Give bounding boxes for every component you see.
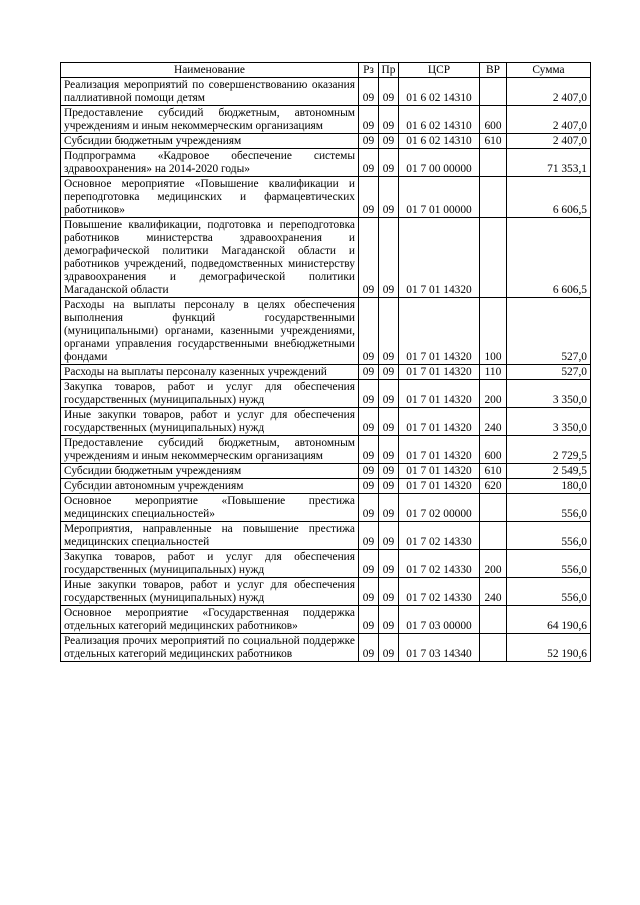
row-name-cell: Реализация мероприятий по совершенствованию оказания паллиативной помощи детям (61, 78, 359, 106)
table-row (61, 149, 591, 177)
row-pr-cell: 09 (379, 464, 399, 479)
row-sum-cell: 2 407,0 (507, 134, 591, 149)
row-vr-cell: 240 (480, 408, 507, 436)
row-pr-cell: 09 (379, 78, 399, 106)
row-sum-cell: 6 606,5 (507, 177, 591, 218)
row-csr-cell: 01 7 02 00000 (399, 494, 480, 522)
row-vr-cell: 600 (480, 436, 507, 464)
table-row (61, 494, 591, 522)
row-pr-cell: 09 (379, 177, 399, 218)
row-name-cell: Закупка товаров, работ и услуг для обеспечения государственных (муниципальных) нужд (61, 380, 359, 408)
row-name-cell: Подпрограмма «Кадровое обеспечение системы здравоохранения» на 2014-2020 годы» (61, 149, 359, 177)
table-row (61, 634, 591, 662)
row-csr-cell: 01 7 01 14320 (399, 408, 480, 436)
row-sum-cell: 556,0 (507, 578, 591, 606)
row-pr-cell: 09 (379, 218, 399, 298)
row-vr-cell: 110 (480, 365, 507, 380)
row-sum-cell: 2 407,0 (507, 106, 591, 134)
row-pr-cell: 09 (379, 134, 399, 149)
row-rz-cell: 09 (359, 177, 379, 218)
row-name-cell: Иные закупки товаров, работ и услуг для обеспечения государственных (муниципальных) нужд (61, 408, 359, 436)
row-pr-cell: 09 (379, 408, 399, 436)
header-csr: ЦСР (399, 63, 480, 78)
table-row (61, 606, 591, 634)
row-pr-cell: 09 (379, 298, 399, 365)
row-sum-cell: 64 190,6 (507, 606, 591, 634)
header-vr: ВР (480, 63, 507, 78)
row-name-cell: Иные закупки товаров, работ и услуг для обеспечения государственных (муниципальных) нужд (61, 578, 359, 606)
row-vr-cell (480, 177, 507, 218)
row-sum-cell: 556,0 (507, 494, 591, 522)
row-rz-cell: 09 (359, 578, 379, 606)
row-sum-cell: 556,0 (507, 522, 591, 550)
row-csr-cell: 01 7 01 14320 (399, 479, 480, 494)
table-row (61, 550, 591, 578)
row-sum-cell: 3 350,0 (507, 380, 591, 408)
table-row (61, 464, 591, 479)
row-pr-cell: 09 (379, 522, 399, 550)
row-csr-cell: 01 7 02 14330 (399, 550, 480, 578)
row-vr-cell (480, 606, 507, 634)
header-pr: Пр (379, 63, 399, 78)
row-name-cell: Субсидии бюджетным учреждениям (61, 464, 359, 479)
row-rz-cell: 09 (359, 522, 379, 550)
row-sum-cell: 6 606,5 (507, 218, 591, 298)
table-row (61, 177, 591, 218)
row-name-cell: Субсидии автономным учреждениям (61, 479, 359, 494)
row-rz-cell: 09 (359, 134, 379, 149)
row-name-cell: Реализация прочих мероприятий по социальной поддержке отдельных категорий медицинских работников (61, 634, 359, 662)
row-pr-cell: 09 (379, 149, 399, 177)
row-name-cell: Расходы на выплаты персоналу в целях обеспечения выполнения функций государственными (муниципальными) органами, казенными учреждениями, органами управления государственными внебюджетными фондами (61, 298, 359, 365)
row-csr-cell: 01 7 03 00000 (399, 606, 480, 634)
row-vr-cell (480, 78, 507, 106)
row-sum-cell: 2 549,5 (507, 464, 591, 479)
row-csr-cell: 01 6 02 14310 (399, 134, 480, 149)
row-sum-cell: 3 350,0 (507, 408, 591, 436)
table-row (61, 298, 591, 365)
budget-page (60, 62, 590, 662)
row-sum-cell: 71 353,1 (507, 149, 591, 177)
row-vr-cell (480, 149, 507, 177)
row-name-cell: Субсидии бюджетным учреждениям (61, 134, 359, 149)
table-row (61, 106, 591, 134)
row-vr-cell: 620 (480, 479, 507, 494)
row-rz-cell: 09 (359, 436, 379, 464)
row-name-cell: Основное мероприятие «Государственная поддержка отдельных категорий медицинских работников» (61, 606, 359, 634)
row-sum-cell: 527,0 (507, 365, 591, 380)
row-vr-cell (480, 522, 507, 550)
table-row (61, 408, 591, 436)
table-row (61, 380, 591, 408)
row-pr-cell: 09 (379, 380, 399, 408)
row-rz-cell: 09 (359, 606, 379, 634)
table-row (61, 522, 591, 550)
row-vr-cell (480, 634, 507, 662)
row-csr-cell: 01 7 00 00000 (399, 149, 480, 177)
row-rz-cell: 09 (359, 479, 379, 494)
header-sum: Сумма (507, 63, 591, 78)
row-vr-cell: 200 (480, 380, 507, 408)
row-csr-cell: 01 7 03 14340 (399, 634, 480, 662)
budget-table (60, 62, 591, 662)
row-pr-cell: 09 (379, 365, 399, 380)
row-sum-cell: 180,0 (507, 479, 591, 494)
row-name-cell: Повышение квалификации, подготовка и переподготовка работников министерства здравоохранения и демографической политики Магаданской области и работников учреждений, подведомственных министерству здравоохранения и демографической политики Магаданской области (61, 218, 359, 298)
row-name-cell: Предоставление субсидий бюджетным, автономным учреждениям и иным некоммерческим организациям (61, 436, 359, 464)
row-rz-cell: 09 (359, 408, 379, 436)
row-rz-cell: 09 (359, 464, 379, 479)
row-name-cell: Основное мероприятие «Повышение престижа медицинских специальностей» (61, 494, 359, 522)
row-csr-cell: 01 7 01 00000 (399, 177, 480, 218)
row-name-cell: Расходы на выплаты персоналу казенных учреждений (61, 365, 359, 380)
row-rz-cell: 09 (359, 365, 379, 380)
row-csr-cell: 01 7 01 14320 (399, 436, 480, 464)
table-header-row (61, 63, 591, 78)
row-rz-cell: 09 (359, 106, 379, 134)
row-pr-cell: 09 (379, 550, 399, 578)
row-sum-cell: 2 407,0 (507, 78, 591, 106)
row-pr-cell: 09 (379, 106, 399, 134)
row-pr-cell: 09 (379, 494, 399, 522)
row-csr-cell: 01 7 02 14330 (399, 578, 480, 606)
row-pr-cell: 09 (379, 436, 399, 464)
row-vr-cell (480, 494, 507, 522)
table-row (61, 479, 591, 494)
row-rz-cell: 09 (359, 298, 379, 365)
row-rz-cell: 09 (359, 494, 379, 522)
row-sum-cell: 52 190,6 (507, 634, 591, 662)
table-row (61, 436, 591, 464)
row-vr-cell: 610 (480, 134, 507, 149)
row-name-cell: Предоставление субсидий бюджетным, автономным учреждениям и иным некоммерческим организациям (61, 106, 359, 134)
row-vr-cell: 100 (480, 298, 507, 365)
row-csr-cell: 01 7 01 14320 (399, 380, 480, 408)
row-sum-cell: 527,0 (507, 298, 591, 365)
row-rz-cell: 09 (359, 550, 379, 578)
table-row (61, 578, 591, 606)
row-sum-cell: 556,0 (507, 550, 591, 578)
table-row (61, 218, 591, 298)
row-vr-cell: 600 (480, 106, 507, 134)
header-rz: Рз (359, 63, 379, 78)
row-sum-cell: 2 729,5 (507, 436, 591, 464)
row-vr-cell (480, 218, 507, 298)
row-csr-cell: 01 6 02 14310 (399, 106, 480, 134)
row-csr-cell: 01 7 01 14320 (399, 298, 480, 365)
row-vr-cell: 610 (480, 464, 507, 479)
row-vr-cell: 200 (480, 550, 507, 578)
row-csr-cell: 01 7 02 14330 (399, 522, 480, 550)
header-name: Наименование (61, 63, 359, 78)
row-rz-cell: 09 (359, 218, 379, 298)
row-csr-cell: 01 7 01 14320 (399, 464, 480, 479)
row-csr-cell: 01 6 02 14310 (399, 78, 480, 106)
row-csr-cell: 01 7 01 14320 (399, 218, 480, 298)
row-rz-cell: 09 (359, 380, 379, 408)
row-rz-cell: 09 (359, 78, 379, 106)
row-rz-cell: 09 (359, 634, 379, 662)
row-rz-cell: 09 (359, 149, 379, 177)
row-name-cell: Основное мероприятие «Повышение квалификации и переподготовка медицинских и фармацевтических работников» (61, 177, 359, 218)
row-pr-cell: 09 (379, 634, 399, 662)
table-row (61, 134, 591, 149)
row-vr-cell: 240 (480, 578, 507, 606)
row-name-cell: Мероприятия, направленные на повышение престижа медицинских специальностей (61, 522, 359, 550)
table-row (61, 78, 591, 106)
row-pr-cell: 09 (379, 479, 399, 494)
table-row (61, 365, 591, 380)
row-csr-cell: 01 7 01 14320 (399, 365, 480, 380)
row-pr-cell: 09 (379, 578, 399, 606)
row-name-cell: Закупка товаров, работ и услуг для обеспечения государственных (муниципальных) нужд (61, 550, 359, 578)
row-pr-cell: 09 (379, 606, 399, 634)
